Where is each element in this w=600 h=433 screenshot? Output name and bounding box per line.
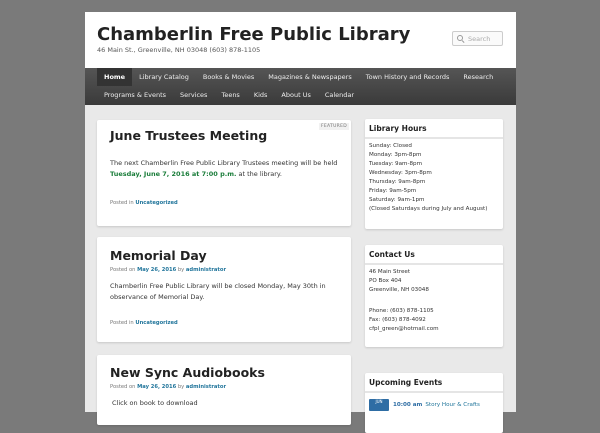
nav-item-teens[interactable]: Teens	[221, 91, 240, 99]
post-body: Chamberlin Free Public Library will be closed Monday, May 30th in observance of Memorial Day.	[110, 282, 326, 301]
posted-on-label: Posted on	[110, 267, 136, 273]
email-line[interactable]: cfpl_green@hotmail.com	[369, 326, 439, 332]
hours-line: Saturday: 9am-1pm	[369, 197, 425, 203]
widget-upcoming-events	[365, 373, 503, 433]
hours-line: Sunday: Closed	[369, 143, 412, 149]
post-footer	[110, 200, 178, 206]
nav-item-programs-events[interactable]: Programs & Events	[104, 91, 167, 99]
widget-divider	[365, 263, 503, 265]
hours-line: Tuesday: 9am-8pm	[369, 161, 423, 167]
phone-line: Phone: (603) 878-1105	[369, 308, 434, 314]
posted-in-label: Posted in	[110, 320, 134, 326]
posted-on-label: Posted on	[110, 384, 136, 390]
hours-line: Thursday: 9am-8pm	[369, 179, 426, 185]
nav-item-services[interactable]: Services	[180, 91, 208, 99]
hours-line: (Closed Saturdays during July and August)	[369, 206, 488, 212]
address-line: 46 Main Street	[369, 269, 411, 275]
nav-row-1	[97, 68, 500, 86]
page-container	[85, 12, 516, 412]
category-link[interactable]: Uncategorized	[135, 200, 178, 206]
post-memorial-day	[97, 237, 351, 342]
event-time: 10:00 am	[393, 402, 423, 408]
by-label: by	[177, 267, 185, 273]
post-body	[110, 158, 342, 180]
site-header	[85, 12, 516, 68]
post-title[interactable]: New Sync Audiobooks	[110, 365, 265, 380]
widget-title: Contact Us	[369, 250, 415, 259]
spacer	[369, 295, 439, 307]
by-label: by	[177, 384, 185, 390]
widget-contact-us	[365, 245, 503, 347]
post-title[interactable]: June Trustees Meeting	[110, 128, 268, 143]
hours-line: Monday: 3pm-8pm	[369, 152, 422, 158]
address-line: Greenville, NH 03048	[369, 287, 429, 293]
post-body: Click on book to download	[112, 399, 198, 407]
search-icon	[457, 35, 464, 42]
nav-item-about-us[interactable]: About Us	[281, 91, 311, 99]
nav-item-kids[interactable]: Kids	[253, 91, 268, 99]
widget-title: Library Hours	[369, 124, 427, 133]
post-body-highlight: Tuesday, June 7, 2016 at 7:00 p.m.	[110, 170, 237, 178]
post-title[interactable]: Memorial Day	[110, 248, 207, 263]
nav-item-research[interactable]: Research	[463, 73, 494, 81]
post-new-sync-audiobooks	[97, 355, 351, 425]
post-body-text-end: at the library.	[238, 170, 282, 178]
post-meta	[110, 384, 226, 390]
post-date-link[interactable]: May 26, 2016	[137, 384, 177, 390]
widget-divider	[365, 391, 503, 393]
address-line: PO Box 404	[369, 278, 402, 284]
post-meta	[110, 267, 226, 273]
nav-item-town-history[interactable]: Town History and Records	[365, 73, 450, 81]
post-date-link[interactable]: May 26, 2016	[137, 267, 177, 273]
main-navigation	[85, 68, 516, 105]
widget-divider	[365, 137, 503, 139]
event-date-chip: JUN	[369, 399, 389, 411]
nav-item-magazines-newspapers[interactable]: Magazines & Newspapers	[268, 73, 352, 81]
main-content	[85, 105, 516, 412]
contact-details	[369, 268, 439, 334]
nav-item-library-catalog[interactable]: Library Catalog	[139, 73, 189, 81]
post-body-text: The next Chamberlin Free Public Library Trustees meeting will be held	[110, 159, 338, 167]
author-link[interactable]: administrator	[185, 267, 227, 273]
search-placeholder: Search	[468, 34, 491, 43]
nav-item-calendar[interactable]: Calendar	[324, 91, 355, 99]
author-link[interactable]: administrator	[185, 384, 227, 390]
event-item[interactable]	[369, 399, 480, 411]
nav-item-home[interactable]: Home	[97, 68, 132, 86]
nav-row-2	[97, 86, 361, 104]
hours-line: Wednesday: 3pm-8pm	[369, 170, 432, 176]
posted-in-label: Posted in	[110, 200, 134, 206]
site-title[interactable]: Chamberlin Free Public Library	[97, 24, 411, 45]
category-link[interactable]: Uncategorized	[135, 320, 178, 326]
post-footer	[110, 320, 178, 326]
post-june-trustees	[97, 120, 351, 226]
widget-title: Upcoming Events	[369, 378, 443, 387]
event-title-link[interactable]: Story Hour & Crafts	[425, 402, 480, 408]
search-input[interactable]	[452, 31, 503, 46]
site-description: 46 Main St., Greenville, NH 03048 (603) 878-1105	[97, 46, 261, 54]
fax-line: Fax: (603) 878-4092	[369, 317, 426, 323]
hours-line: Friday: 9am-5pm	[369, 188, 417, 194]
featured-badge: FEATURED	[320, 124, 347, 129]
hours-list	[369, 142, 487, 214]
widget-library-hours	[365, 119, 503, 229]
nav-item-books-movies[interactable]: Books & Movies	[202, 73, 255, 81]
